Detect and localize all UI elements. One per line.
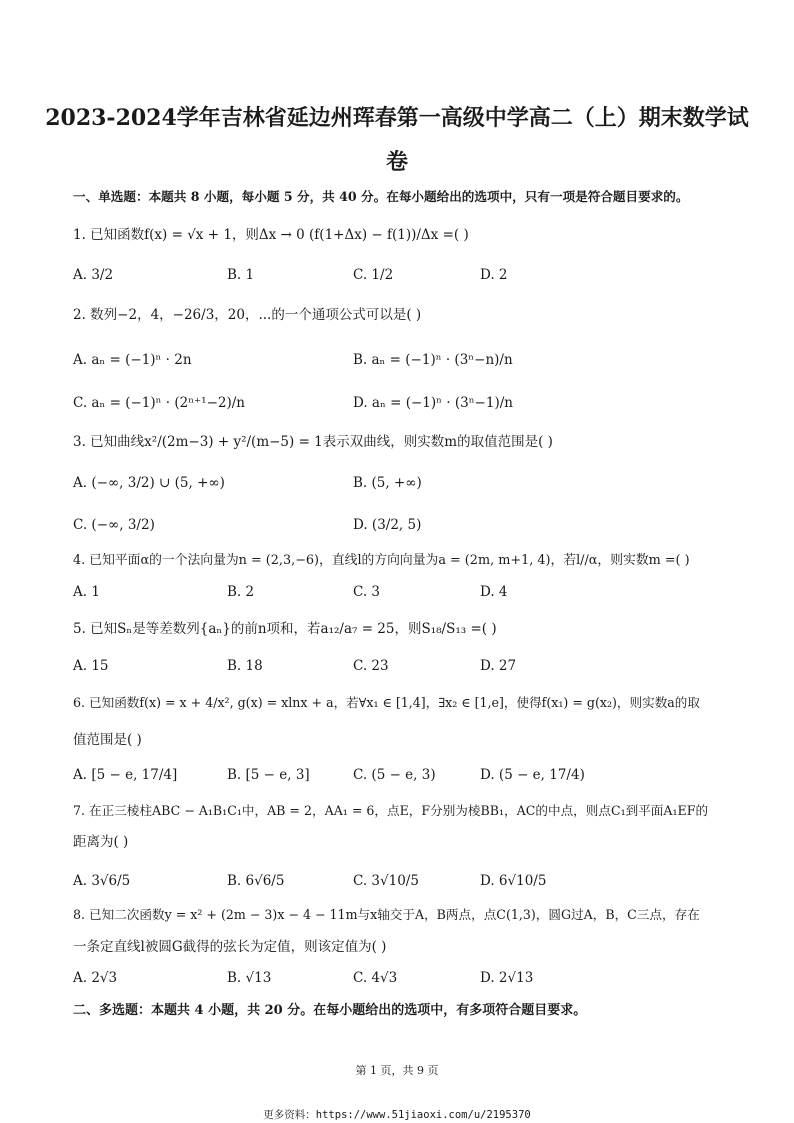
- q2-option-a: A. aₙ = (−1)ⁿ · 2n: [73, 352, 192, 368]
- q7-option-c: C. 3√10/5: [353, 873, 419, 889]
- q1-option-a: A. 3/2: [73, 267, 114, 283]
- q5-option-d: D. 27: [480, 658, 517, 674]
- section-single-choice-heading: 一、单选题：本题共 8 小题，每小题 5 分，共 40 分。在每小题给出的选项中，只有一项是符合题目要求的。: [73, 189, 689, 204]
- q7-option-a: A. 3√6/5: [73, 873, 131, 889]
- q1-option-c: C. 1/2: [353, 267, 394, 283]
- q7-option-b: B. 6√6/5: [227, 873, 285, 889]
- question-6-stem-line2: 值范围是( ): [73, 732, 142, 748]
- document-title-line2: 卷: [385, 149, 408, 175]
- question-7-stem-line1: 7. 在正三棱柱ABC − A₁B₁C₁中，AB = 2，AA₁ = 6，点E，F分别为棱BB₁，AC的中点，则点C₁到平面A₁EF的: [73, 803, 709, 818]
- q5-option-b: B. 18: [227, 658, 263, 674]
- page-number: 第 1 页，共 9 页: [355, 1064, 439, 1077]
- q4-option-b: B. 2: [227, 584, 255, 600]
- q8-option-a: A. 2√3: [73, 970, 118, 986]
- q4-option-c: C. 3: [353, 584, 381, 600]
- q7-option-d: D. 6√10/5: [480, 873, 547, 889]
- q8-option-c: C. 4√3: [353, 970, 398, 986]
- question-8-stem-line1: 8. 已知二次函数y = x² + (2m − 3)x − 4 − 11m与x轴交于A，B两点，点C(1,3)，圆G过A，B，C三点，存在: [73, 907, 700, 922]
- q5-option-c: C. 23: [353, 658, 389, 674]
- q3-option-a: A. (−∞, 3/2) ∪ (5, +∞): [73, 475, 225, 491]
- q3-option-c: C. (−∞, 3/2): [73, 517, 155, 533]
- q1-option-b: B. 1: [227, 267, 255, 283]
- q6-option-d: D. (5 − e, 17/4): [480, 767, 585, 783]
- question-7-stem-line2: 距离为( ): [73, 834, 129, 850]
- q2-option-c: C. aₙ = (−1)ⁿ · (2ⁿ⁺¹−2)/n: [73, 395, 246, 411]
- q8-option-d: D. 2√13: [480, 970, 534, 986]
- q4-option-d: D. 4: [480, 584, 508, 600]
- q5-option-a: A. 15: [73, 658, 109, 674]
- question-2-stem: 2. 数列−2，4，−26/3，20，...的一个通项公式可以是( ): [73, 307, 422, 323]
- q4-option-a: A. 1: [73, 584, 100, 600]
- q2-option-d: D. aₙ = (−1)ⁿ · (3ⁿ−1)/n: [353, 395, 513, 411]
- document-title-line1: 2023-2024学年吉林省延边州珲春第一高级中学高二（上）期末数学试: [45, 105, 749, 131]
- question-4-stem: 4. 已知平面α的一个法向量为n = (2,3,−6)，直线l的方向向量为a = (2m, m+1, 4)，若l//α，则实数m =( ): [73, 553, 690, 568]
- q6-option-b: B. [5 − e, 3]: [227, 767, 310, 783]
- q3-option-b: B. (5, +∞): [353, 475, 422, 491]
- question-5-stem: 5. 已知Sₙ是等差数列{aₙ}的前n项和，若a₁₂/a₇ = 25，则S₁₈/S₁₃ =( ): [73, 621, 497, 637]
- question-1-stem: 1. 已知函数f(x) = √x + 1，则Δx → 0 (f(1+Δx) − f(1))/Δx =( ): [73, 227, 469, 243]
- question-3-stem: 3. 已知曲线x²/(2m−3) + y²/(m−5) = 1表示双曲线，则实数m的取值范围是( ): [73, 434, 553, 450]
- section-multiple-choice-heading: 二、多选题：本题共 4 小题，共 20 分。在每小题给出的选项中，有多项符合题目要求。: [73, 1003, 587, 1018]
- q6-option-a: A. [5 − e, 17/4]: [73, 767, 178, 783]
- question-8-stem-line2: 一条定直线l被圆G截得的弦长为定值，则该定值为( ): [73, 939, 387, 955]
- q8-option-b: B. √13: [227, 970, 272, 986]
- more-resources-link[interactable]: 更多资料：https://www.51jiaoxi.com/u/2195370: [263, 1109, 531, 1121]
- question-6-stem-line1: 6. 已知函数f(x) = x + 4/x², g(x) = xlnx + a，若∀x₁ ∈ [1,4]，∃x₂ ∈ [1,e]，使得f(x₁) = g(x₂)，则实数a的取: [73, 695, 700, 710]
- q6-option-c: C. (5 − e, 3): [353, 767, 436, 783]
- q3-option-d: D. (3/2, 5): [353, 517, 422, 533]
- q2-option-b: B. aₙ = (−1)ⁿ · (3ⁿ−n)/n: [353, 352, 513, 368]
- q1-option-d: D. 2: [480, 267, 508, 283]
